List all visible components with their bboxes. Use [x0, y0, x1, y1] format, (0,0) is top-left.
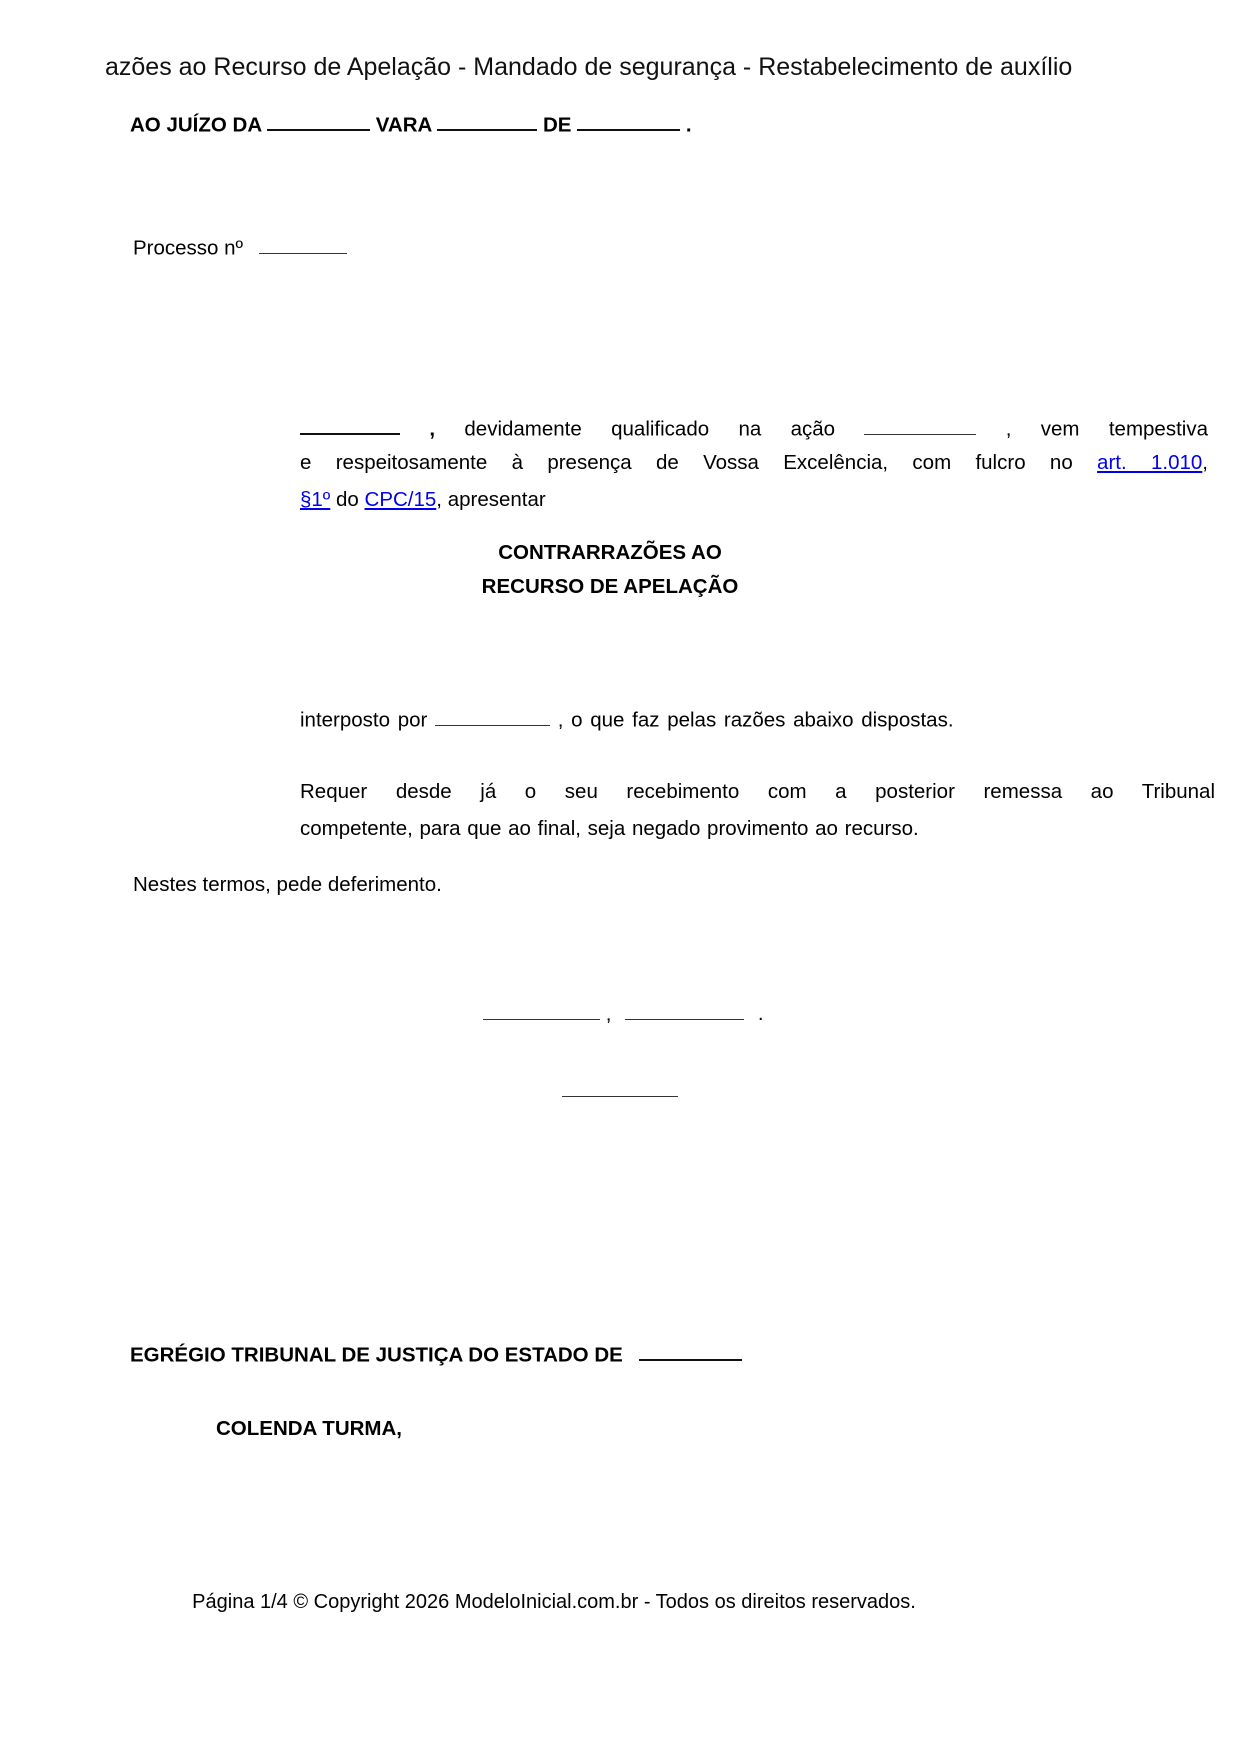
addressing-text-2: VARA — [375, 113, 432, 137]
page-footer: Página 1/4 © Copyright 2026 ModeloInicial.com.br - Todos os direitos reservados. — [192, 1591, 916, 1613]
blank-field-date — [625, 1000, 744, 1020]
document-heading-line-1: CONTRARRAZÕES AO — [498, 541, 722, 564]
link-cpc-15[interactable]: CPC/15 — [364, 488, 437, 511]
interposto-text-b: , o que faz pelas razões abaixo dispostas. — [557, 708, 954, 732]
interposto-text-a: interposto por — [300, 708, 428, 732]
intro-link-wrap — [1097, 451, 1208, 474]
closing-line: Nestes termos, pede deferimento. — [133, 873, 442, 896]
link-art-1010[interactable]: art. 1.010 — [1097, 451, 1203, 474]
document-heading-line-2: RECURSO DE APELAÇÃO — [481, 575, 739, 598]
blank-field-process-number — [259, 234, 347, 254]
intro-text-3a: do — [336, 488, 359, 511]
intro-text-3b: , apresentar — [436, 488, 546, 511]
intro-paragraph-line-3 — [300, 488, 546, 512]
intro-text-1a: devidamente qualificado na ação — [464, 417, 836, 441]
blank-field-appellant — [435, 706, 550, 726]
blank-field-city — [577, 110, 680, 131]
process-number-label: Processo nº — [133, 236, 244, 260]
blank-field-state — [639, 1340, 742, 1361]
interposto-line — [300, 706, 954, 732]
blank-field-signature — [562, 1077, 678, 1097]
intro-text-1b: , vem tempestiva — [1005, 417, 1208, 441]
link-paragraph-1[interactable]: §1º — [300, 488, 331, 511]
requer-paragraph-line-2: competente, para que ao final, seja negado provimento ao recurso. — [300, 817, 919, 840]
blank-field-action — [864, 415, 976, 435]
addressing-text-4: . — [685, 113, 692, 137]
intro-comma: , — [429, 417, 436, 441]
process-number-line — [133, 234, 347, 260]
addressing-text-3: DE — [542, 113, 572, 137]
signature-line — [562, 1077, 678, 1103]
egregio-line — [130, 1340, 742, 1367]
egregio-text: EGRÉGIO TRIBUNAL DE JUSTIÇA DO ESTADO DE — [130, 1343, 623, 1367]
intro-paragraph-line-1 — [300, 414, 1208, 441]
colenda-line: COLENDA TURMA, — [216, 1417, 403, 1440]
intro-paragraph-line-2 — [300, 451, 1208, 475]
intro-text-2b: , — [1202, 451, 1208, 474]
addressing-text-1: AO JUÍZO DA — [130, 113, 262, 137]
blank-field-vara — [437, 110, 537, 131]
place-date-comma: , — [605, 1002, 612, 1026]
page-title: azões ao Recurso de Apelação - Mandado de segurança - Restabelecimento de auxílio — [105, 53, 1073, 81]
place-date-period: . — [757, 1002, 764, 1026]
blank-field-party-name — [300, 414, 400, 435]
addressing-line — [130, 110, 692, 137]
place-date-line — [483, 1000, 764, 1026]
blank-field-court — [267, 110, 370, 131]
requer-paragraph-line-1: Requer desde já o seu recebimento com a posterior remessa ao Tribunal — [300, 780, 1215, 803]
intro-text-2a: e respeitosamente à presença de Vossa Excelência, com fulcro no — [300, 451, 1073, 474]
blank-field-place — [483, 1000, 600, 1020]
